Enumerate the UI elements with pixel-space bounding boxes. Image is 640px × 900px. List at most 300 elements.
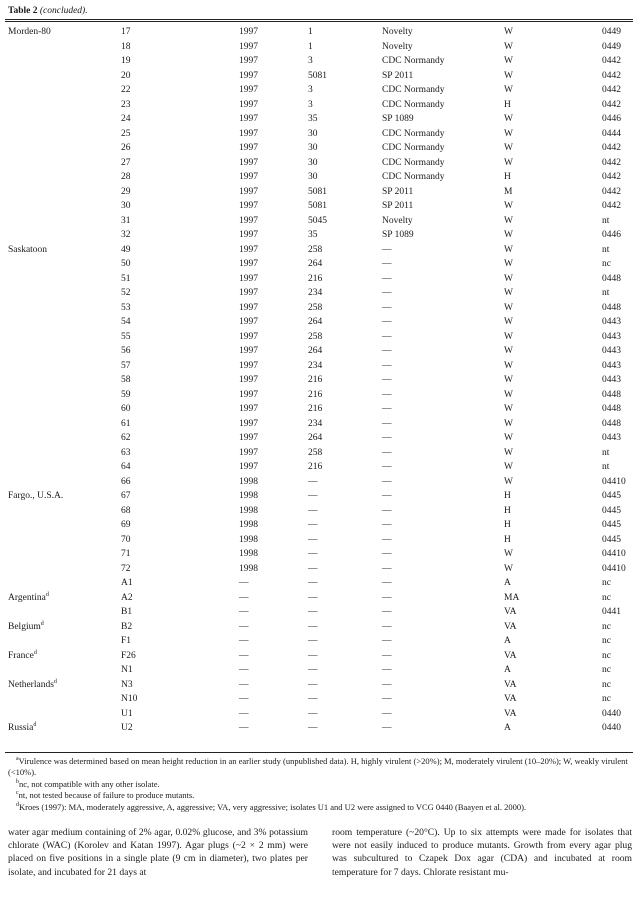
- location-cell: [8, 141, 121, 156]
- location-cell: [8, 460, 121, 475]
- isolate-cell: 19: [121, 56, 131, 66]
- year-cell: 1997: [239, 56, 258, 66]
- race-cell: 264: [308, 433, 323, 443]
- race-cell: —: [308, 665, 318, 675]
- race-cell: —: [308, 607, 318, 617]
- vcg-cell: 0441: [602, 607, 621, 617]
- cultivar-cell: CDC Normandy: [382, 157, 445, 168]
- isolate-cell: 51: [121, 273, 131, 284]
- vcg-cell: 0445: [602, 505, 621, 516]
- virulence-cell: W: [504, 215, 513, 226]
- vcg-cell: nc: [602, 694, 611, 704]
- vcg-cell: 0443: [602, 346, 621, 356]
- cultivar-cell: —: [382, 433, 392, 443]
- table-row: [8, 678, 632, 693]
- vcg-cell: 0442: [602, 186, 621, 197]
- year-cell: —: [239, 665, 249, 675]
- year-cell: 1997: [239, 331, 258, 342]
- location-cell: [8, 286, 121, 301]
- vcg-cell: nt: [602, 215, 610, 226]
- isolate-cell: 72: [121, 563, 131, 574]
- year-cell: 1997: [239, 201, 258, 211]
- cultivar-cell: Novelty: [382, 41, 413, 52]
- virulence-cell: W: [504, 230, 513, 240]
- isolate-cell: 18: [121, 41, 131, 52]
- isolate-cell: 24: [121, 114, 131, 124]
- year-cell: 1997: [239, 375, 258, 385]
- race-cell: 264: [308, 259, 323, 269]
- year-cell: 1997: [239, 462, 258, 472]
- location-cell: [8, 402, 121, 417]
- virulence-cell: W: [504, 288, 513, 298]
- isolate-cell: A2: [121, 592, 133, 603]
- virulence-cell: W: [504, 346, 513, 356]
- vcg-cell: 0448: [602, 404, 621, 414]
- cultivar-cell: —: [382, 665, 392, 675]
- cultivar-cell: —: [382, 476, 392, 487]
- table-row: [8, 417, 632, 432]
- virulence-cell: H: [504, 172, 511, 182]
- cultivar-cell: —: [382, 592, 392, 603]
- virulence-cell: W: [504, 360, 513, 371]
- isolate-cell: 68: [121, 505, 131, 516]
- location-cell: [8, 576, 121, 591]
- race-cell: —: [308, 592, 318, 603]
- cultivar-cell: —: [382, 273, 392, 284]
- vcg-cell: nc: [602, 636, 611, 646]
- cultivar-cell: —: [382, 723, 392, 733]
- vcg-cell: nt: [602, 288, 610, 298]
- year-cell: —: [239, 723, 249, 733]
- virulence-cell: W: [504, 128, 513, 139]
- isolate-cell: 64: [121, 462, 131, 472]
- race-cell: 30: [308, 157, 318, 168]
- year-cell: 1998: [239, 476, 258, 487]
- table-row: [8, 83, 632, 98]
- location-cell: [8, 214, 121, 229]
- virulence-cell: VA: [504, 650, 517, 661]
- year-cell: 1997: [239, 114, 258, 124]
- vcg-cell: 0442: [602, 157, 621, 168]
- vcg-cell: 0440: [602, 723, 621, 733]
- race-cell: 216: [308, 273, 323, 284]
- isolate-cell: 63: [121, 447, 131, 458]
- vcg-cell: 0449: [602, 27, 621, 37]
- footnote-c: [8, 790, 630, 801]
- location-cell: [8, 112, 121, 127]
- year-cell: —: [239, 636, 249, 646]
- virulence-cell: W: [504, 433, 513, 443]
- location-label: Russia: [8, 723, 34, 733]
- year-cell: 1997: [239, 317, 258, 327]
- footnote-d: [8, 802, 630, 813]
- virulence-cell: A: [504, 578, 511, 588]
- vcg-cell: 0442: [602, 143, 621, 153]
- vcg-cell: 04410: [602, 563, 626, 574]
- location-label: Morden-80: [8, 27, 51, 37]
- vcg-cell: 0445: [602, 520, 621, 530]
- virulence-cell: W: [504, 201, 513, 211]
- race-cell: 234: [308, 360, 323, 371]
- year-cell: 1997: [239, 404, 258, 414]
- cultivar-cell: —: [382, 650, 392, 661]
- table-row: [8, 141, 632, 156]
- virulence-cell: W: [504, 317, 513, 327]
- location-footnote-mark: d: [40, 620, 44, 627]
- race-cell: 264: [308, 317, 323, 327]
- vcg-cell: 0448: [602, 273, 621, 284]
- virulence-cell: W: [504, 302, 513, 313]
- virulence-cell: VA: [504, 607, 517, 617]
- virulence-cell: H: [504, 520, 511, 530]
- table-row: [8, 112, 632, 127]
- year-cell: —: [239, 694, 249, 704]
- isolate-cell: 57: [121, 360, 131, 371]
- virulence-cell: W: [504, 143, 513, 153]
- table-row: [8, 344, 632, 359]
- year-cell: —: [239, 708, 249, 719]
- table-row: [8, 489, 632, 504]
- cultivar-cell: —: [382, 288, 392, 298]
- cultivar-cell: —: [382, 621, 392, 632]
- location-cell: [8, 127, 121, 142]
- year-cell: 1997: [239, 230, 258, 240]
- race-cell: —: [308, 723, 318, 733]
- year-cell: 1998: [239, 520, 258, 530]
- virulence-cell: W: [504, 273, 513, 284]
- vcg-cell: nc: [602, 592, 611, 603]
- table-row: [8, 301, 632, 316]
- year-cell: 1997: [239, 128, 258, 139]
- location-cell: [8, 562, 121, 577]
- table-row: [8, 475, 632, 490]
- virulence-cell: H: [504, 505, 511, 516]
- vcg-cell: 0442: [602, 85, 621, 95]
- race-cell: —: [308, 563, 318, 574]
- year-cell: 1997: [239, 99, 258, 110]
- vcg-cell: nc: [602, 578, 611, 588]
- location-cell: [8, 257, 121, 272]
- year-cell: 1997: [239, 143, 258, 153]
- year-cell: 1998: [239, 549, 258, 559]
- isolate-cell: B1: [121, 607, 133, 617]
- vcg-cell: 0444: [602, 128, 621, 139]
- virulence-cell: W: [504, 462, 513, 472]
- race-cell: 3: [308, 56, 313, 66]
- cultivar-cell: —: [382, 360, 392, 371]
- cultivar-cell: SP 2011: [382, 201, 414, 211]
- table-row: [8, 286, 632, 301]
- isolate-cell: A1: [121, 578, 133, 588]
- virulence-cell: VA: [504, 708, 517, 719]
- race-cell: 258: [308, 302, 323, 313]
- vcg-cell: 0442: [602, 56, 621, 66]
- vcg-cell: 0443: [602, 360, 621, 371]
- cultivar-cell: —: [382, 549, 392, 559]
- location-cell: [8, 315, 121, 330]
- location-cell: [8, 83, 121, 98]
- footnote-mark: c: [16, 790, 19, 797]
- year-cell: 1998: [239, 505, 258, 516]
- virulence-cell: A: [504, 723, 511, 733]
- virulence-cell: W: [504, 447, 513, 458]
- location-cell: [8, 373, 121, 388]
- virulence-cell: W: [504, 41, 513, 52]
- cultivar-cell: Novelty: [382, 215, 413, 226]
- table-row: [8, 156, 632, 171]
- footnote-text: nc, not compatible with any other isolate.: [19, 778, 160, 789]
- table-row: [8, 547, 632, 562]
- table-row: [8, 330, 632, 345]
- table-row: [8, 504, 632, 519]
- year-cell: 1997: [239, 346, 258, 356]
- isolate-cell: B2: [121, 621, 133, 632]
- location-cell: [8, 330, 121, 345]
- isolate-cell: F26: [121, 650, 136, 661]
- table-bottom-rule: [5, 752, 633, 753]
- cultivar-cell: —: [382, 563, 392, 574]
- location-cell: [8, 199, 121, 214]
- location-footnote-mark: d: [33, 649, 37, 656]
- location-cell: [8, 591, 121, 606]
- isolate-cell: 66: [121, 476, 131, 487]
- isolate-cell: 53: [121, 302, 131, 313]
- year-cell: 1998: [239, 563, 258, 574]
- vcg-cell: nt: [602, 462, 610, 472]
- year-cell: —: [239, 578, 249, 588]
- cultivar-cell: —: [382, 447, 392, 458]
- race-cell: —: [308, 636, 318, 646]
- cultivar-cell: —: [382, 636, 392, 646]
- race-cell: 30: [308, 172, 318, 182]
- table-row: [8, 431, 632, 446]
- race-cell: 35: [308, 230, 318, 240]
- table-row: [8, 663, 632, 678]
- vcg-cell: 0445: [602, 534, 621, 545]
- year-cell: 1997: [239, 27, 258, 37]
- location-cell: [8, 272, 121, 287]
- year-cell: —: [239, 679, 249, 690]
- race-cell: 264: [308, 346, 323, 356]
- cultivar-cell: —: [382, 607, 392, 617]
- table-row: [8, 199, 632, 214]
- virulence-cell: H: [504, 534, 511, 545]
- vcg-cell: 04410: [602, 476, 626, 487]
- vcg-cell: 0442: [602, 99, 621, 110]
- virulence-cell: MA: [504, 592, 520, 603]
- race-cell: —: [308, 520, 318, 530]
- year-cell: 1997: [239, 259, 258, 269]
- isolate-table: [8, 25, 632, 736]
- vcg-cell: 0442: [602, 201, 621, 211]
- table-row: [8, 707, 632, 722]
- location-label: Saskatoon: [8, 244, 48, 255]
- table-row: [8, 170, 632, 185]
- cultivar-cell: —: [382, 491, 392, 501]
- race-cell: 1: [308, 41, 313, 52]
- table-row: [8, 591, 632, 606]
- table-row: [8, 257, 632, 272]
- race-cell: —: [308, 476, 318, 487]
- race-cell: 3: [308, 99, 313, 110]
- race-cell: 258: [308, 331, 323, 342]
- table-row: [8, 446, 632, 461]
- vcg-cell: 04410: [602, 549, 626, 559]
- cultivar-cell: CDC Normandy: [382, 56, 445, 66]
- location-cell: [8, 359, 121, 374]
- virulence-cell: W: [504, 404, 513, 414]
- vcg-cell: 0446: [602, 114, 621, 124]
- table-row: [8, 315, 632, 330]
- isolate-cell: 56: [121, 346, 131, 356]
- virulence-cell: M: [504, 186, 513, 197]
- year-cell: —: [239, 650, 249, 661]
- vcg-cell: 0442: [602, 70, 621, 81]
- race-cell: —: [308, 679, 318, 690]
- cultivar-cell: —: [382, 302, 392, 313]
- cultivar-cell: —: [382, 317, 392, 327]
- year-cell: 1997: [239, 215, 258, 226]
- vcg-cell: nt: [602, 244, 610, 255]
- table-row: [8, 228, 632, 243]
- table-row: [8, 562, 632, 577]
- cultivar-cell: —: [382, 331, 392, 342]
- cultivar-cell: SP 2011: [382, 186, 414, 197]
- race-cell: —: [308, 621, 318, 632]
- race-cell: 216: [308, 389, 323, 400]
- cultivar-cell: —: [382, 389, 392, 400]
- race-cell: 234: [308, 418, 323, 429]
- location-cell: [8, 301, 121, 316]
- race-cell: —: [308, 505, 318, 516]
- isolate-cell: 67: [121, 491, 131, 501]
- year-cell: —: [239, 607, 249, 617]
- year-cell: 1997: [239, 418, 258, 429]
- cultivar-cell: —: [382, 404, 392, 414]
- isolate-cell: N10: [121, 694, 138, 704]
- table-row: [8, 373, 632, 388]
- vcg-cell: 0445: [602, 491, 621, 501]
- cultivar-cell: —: [382, 259, 392, 269]
- table-row: [8, 402, 632, 417]
- virulence-cell: A: [504, 665, 511, 675]
- vcg-cell: 0442: [602, 172, 621, 182]
- virulence-cell: VA: [504, 621, 517, 632]
- isolate-cell: 62: [121, 433, 131, 443]
- location-cell: [8, 605, 121, 620]
- vcg-cell: nc: [602, 621, 611, 632]
- year-cell: 1997: [239, 389, 258, 400]
- cultivar-cell: —: [382, 462, 392, 472]
- year-cell: 1997: [239, 85, 258, 95]
- race-cell: 5081: [308, 186, 327, 197]
- vcg-cell: nt: [602, 447, 610, 458]
- race-cell: 258: [308, 244, 323, 255]
- isolate-cell: 58: [121, 375, 131, 385]
- race-cell: 3: [308, 85, 313, 95]
- race-cell: 30: [308, 128, 318, 139]
- footnote-text: nt, not tested because of failure to produce mutants.: [18, 790, 195, 800]
- location-cell: [8, 417, 121, 432]
- cultivar-cell: —: [382, 708, 392, 719]
- location-footnote-mark: d: [33, 721, 37, 728]
- year-cell: 1998: [239, 491, 258, 501]
- virulence-cell: VA: [504, 679, 517, 690]
- table-footnotes: [8, 756, 630, 813]
- isolate-cell: 60: [121, 404, 131, 414]
- cultivar-cell: CDC Normandy: [382, 99, 445, 110]
- cultivar-cell: CDC Normandy: [382, 172, 445, 182]
- location-cell: [8, 243, 121, 258]
- year-cell: 1998: [239, 534, 258, 545]
- isolate-cell: 29: [121, 186, 131, 197]
- race-cell: —: [308, 491, 318, 501]
- isolate-cell: 70: [121, 534, 131, 545]
- table-caption-note: (concluded).: [39, 6, 88, 16]
- location-cell: [8, 634, 121, 649]
- location-cell: [8, 475, 121, 490]
- table-row: [8, 460, 632, 475]
- race-cell: 216: [308, 404, 323, 414]
- isolate-cell: F1: [121, 636, 132, 646]
- year-cell: 1997: [239, 41, 258, 52]
- vcg-cell: 0440: [602, 708, 621, 719]
- footnote-mark: a: [16, 756, 19, 763]
- location-label: Argentina: [8, 592, 46, 603]
- table-row: [8, 649, 632, 664]
- vcg-cell: 0443: [602, 375, 621, 385]
- cultivar-cell: —: [382, 244, 392, 255]
- table-row: [8, 576, 632, 591]
- cultivar-cell: CDC Normandy: [382, 128, 445, 139]
- year-cell: 1997: [239, 172, 258, 182]
- location-cell: [8, 344, 121, 359]
- race-cell: —: [308, 534, 318, 545]
- cultivar-cell: —: [382, 418, 392, 429]
- table-row: [8, 634, 632, 649]
- cultivar-cell: SP 1089: [382, 230, 414, 240]
- year-cell: —: [239, 592, 249, 603]
- vcg-cell: 0446: [602, 230, 621, 240]
- year-cell: 1997: [239, 433, 258, 443]
- year-cell: —: [239, 621, 249, 632]
- year-cell: 1997: [239, 186, 258, 197]
- isolate-cell: 26: [121, 143, 131, 153]
- race-cell: 216: [308, 462, 323, 472]
- isolate-cell: 50: [121, 259, 131, 269]
- body-column-right: room temperature (~20°C). Up to six attempts were made for isolates that were not easily induced to produce mutants. Growth from every agar plug was subcultured to Czapek Dox agar (CDA) and incubated at room temperature for 7 days. Chlorate resistant mu-: [332, 827, 632, 878]
- location-cell: [8, 98, 121, 113]
- race-cell: 216: [308, 375, 323, 385]
- table-row: [8, 243, 632, 258]
- vcg-cell: nc: [602, 650, 611, 661]
- location-cell: [8, 678, 121, 693]
- table-row: [8, 25, 632, 40]
- virulence-cell: W: [504, 375, 513, 385]
- table-row: [8, 518, 632, 533]
- cultivar-cell: CDC Normandy: [382, 85, 445, 95]
- cultivar-cell: —: [382, 346, 392, 356]
- table-label: Table 2: [8, 6, 38, 16]
- location-cell: [8, 663, 121, 678]
- virulence-cell: W: [504, 157, 513, 168]
- location-cell: [8, 692, 121, 707]
- isolate-cell: 71: [121, 549, 131, 559]
- location-label: France: [8, 650, 34, 661]
- vcg-cell: 0448: [602, 418, 621, 429]
- table-top-rule: [5, 19, 633, 20]
- body-column-left: water agar medium containing of 2% agar, 0.02% glucose, and 3% potassium chlorate (WAC) (Korolev and Katan 1997). Agar plugs (~2 × 2 mm) were placed on five positions in a single plate (9 cm in diameter), two plates per isolate, and incubated for 21 days at: [8, 827, 308, 878]
